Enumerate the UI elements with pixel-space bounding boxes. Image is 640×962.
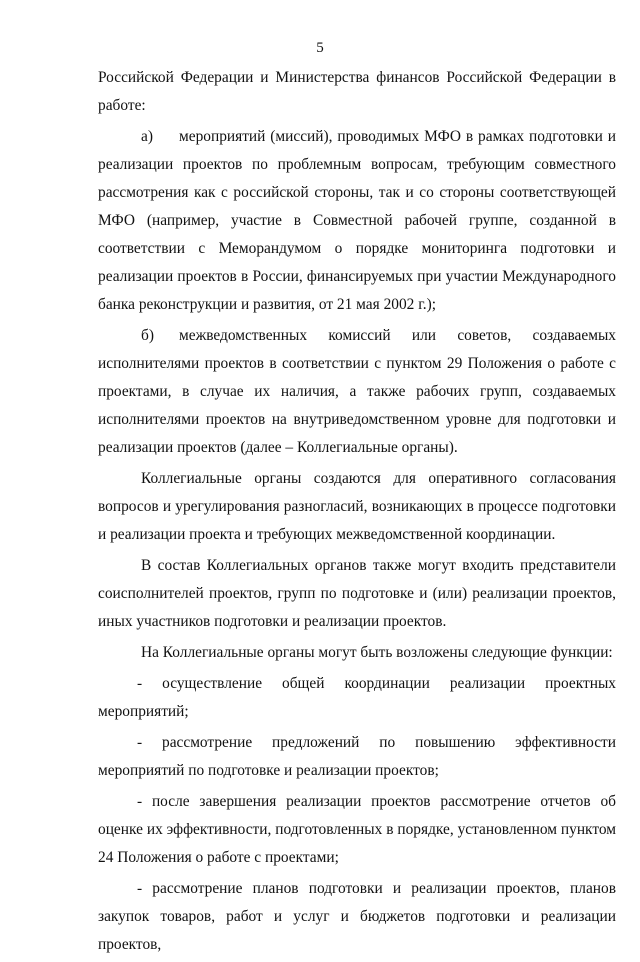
list-item-a-text: мероприятий (миссий), проводимых МФО в рамках подготовки и реализации проектов по проблемным вопросам, требующим совместного рассмотрения как с российской стороны, так и со стороны соответствующей МФО (например, участие в Совместной рабочей группе, созданной в соответствии с Меморандумом о порядке мониторинга подготовки и реализации проектов в России, финансируемых при участии Международного банка реконструкции и развития, от 21 мая 2002 г.); <box>98 128 616 313</box>
function-item-coordination: - осуществление общей координации реализации проектных мероприятий; <box>98 675 616 720</box>
list-item-a <box>98 123 616 319</box>
paragraph-collegial-composition: В состав Коллегиальных органов также могут входить представители соисполнителей проектов, групп по подготовке и (или) реализации проектов, иных участников подготовки и реализации проектов. <box>98 557 616 630</box>
document-body <box>98 64 616 962</box>
function-item-efficiency: - рассмотрение предложений по повышению эффективности мероприятий по подготовке и реализации проектов; <box>98 734 616 779</box>
paragraph-collegial-purpose: Коллегиальные органы создаются для оперативного согласования вопросов и урегулирования разногласий, возникающих в процессе подготовки и реализации проекта и требующих межведомственной координации. <box>98 470 616 543</box>
function-item-plans: - рассмотрение планов подготовки и реализации проектов, планов закупок товаров, работ и услуг и бюджетов подготовки и реализации проектов, <box>98 880 616 953</box>
function-item-reports: - после завершения реализации проектов рассмотрение отчетов об оценке их эффективности, подготовленных в порядке, установленном пунктом 24 Положения о работе с проектами; <box>98 793 616 866</box>
list-item-b-text: межведомственных комиссий или советов, создаваемых исполнителями проектов в соответствии с пунктом 29 Положения о работе с проектами, в случае их наличия, а также рабочих групп, создаваемых исполнителями проектов на внутриведомственном уровне для подготовки и реализации проектов (далее – Коллегиальные органы). <box>98 327 616 456</box>
page-number: 5 <box>316 40 324 56</box>
list-marker-a: а) <box>141 128 153 145</box>
list-marker-b: б) <box>141 327 154 344</box>
paragraph-continuation: Российской Федерации и Министерства финансов Российской Федерации в работе: <box>98 69 616 114</box>
paragraph-functions-intro: На Коллегиальные органы могут быть возложены следующие функции: <box>141 644 613 661</box>
list-item-b <box>98 322 616 462</box>
